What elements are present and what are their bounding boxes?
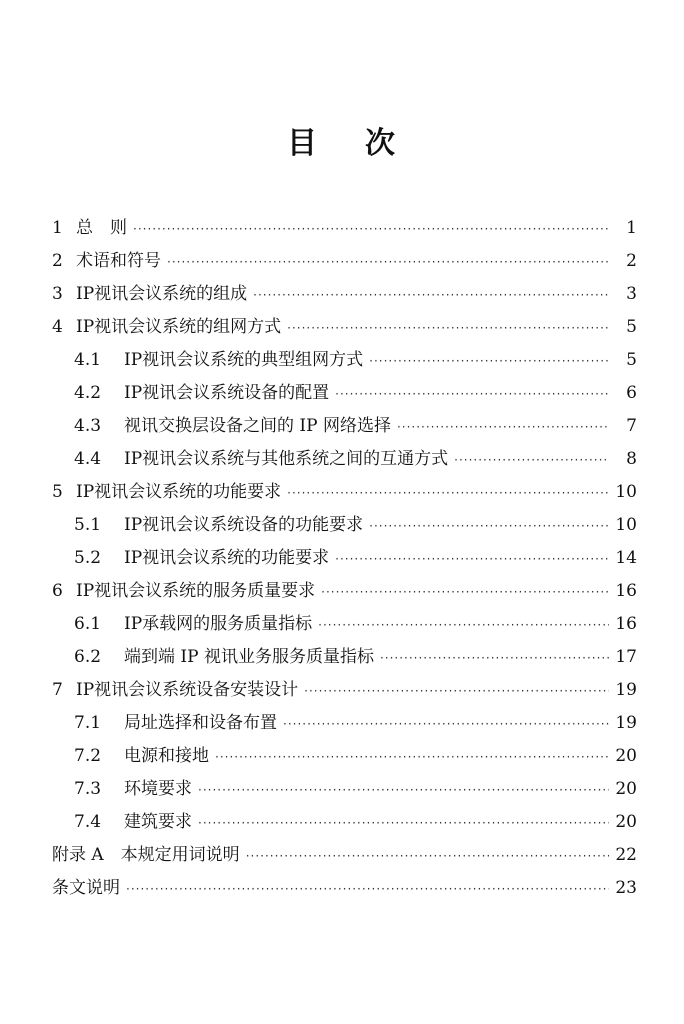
toc-entry-number: 3 [52, 284, 63, 304]
toc-entry-title: 附录 A 本规定用词说明 [52, 845, 240, 865]
toc-entry[interactable] [52, 876, 637, 900]
toc-entry-number: 6 [52, 581, 63, 601]
toc-entry[interactable] [52, 315, 637, 339]
toc-entry-page: 10 [615, 515, 637, 535]
toc-entry[interactable] [74, 744, 637, 768]
toc-entry-number: 7.4 [74, 812, 102, 832]
toc-entry[interactable] [74, 513, 637, 537]
toc-entry-number: 5.2 [74, 548, 102, 568]
toc-entry-page: 3 [626, 284, 637, 304]
toc-entry-number: 6.1 [74, 614, 102, 634]
toc-leader-dots [167, 250, 609, 274]
toc-entry-number: 5 [52, 482, 63, 502]
toc-entry-title: 总 则 [76, 218, 127, 238]
title-char-1: 目 [287, 126, 319, 161]
page-title [0, 118, 684, 162]
toc-entry-page: 20 [615, 812, 637, 832]
toc-entry-number: 4.1 [74, 350, 102, 370]
toc-entry[interactable] [52, 216, 637, 240]
toc-entry-title: IP视讯会议系统与其他系统之间的互通方式 [124, 449, 449, 469]
toc-leader-dots [283, 712, 609, 736]
title-char-2: 次 [365, 126, 397, 161]
toc-entry-page: 10 [615, 482, 637, 502]
toc-entry[interactable] [74, 810, 637, 834]
toc-entry-number: 5.1 [74, 515, 102, 535]
toc-entry-number: 4 [52, 317, 63, 337]
toc-entry-title: 电源和接地 [124, 746, 209, 766]
toc-leader-dots [198, 811, 609, 835]
toc-entry[interactable] [74, 612, 637, 636]
toc-leader-dots [246, 844, 609, 868]
toc-entry-title: IP视讯会议系统的组成 [76, 284, 248, 304]
toc-leader-dots [454, 448, 609, 472]
toc-entry-page: 17 [615, 647, 637, 667]
toc-entry[interactable] [52, 249, 637, 273]
toc-leader-dots [126, 877, 609, 901]
toc-entry-page: 5 [626, 317, 637, 337]
toc-leader-dots [335, 547, 609, 571]
toc-entry-page: 19 [615, 680, 637, 700]
toc-leader-dots [335, 382, 609, 406]
toc-entry-page: 16 [615, 581, 637, 601]
toc-entry-page: 8 [626, 449, 637, 469]
toc-leader-dots [198, 778, 609, 802]
toc-entry-page: 1 [626, 218, 637, 238]
toc-entry[interactable] [74, 546, 637, 570]
toc-entry-number: 7.1 [74, 713, 102, 733]
toc-entry-title: IP视讯会议系统设备安装设计 [76, 680, 299, 700]
toc-leader-dots [215, 745, 609, 769]
toc-entry-page: 6 [626, 383, 637, 403]
toc-leader-dots [304, 679, 609, 703]
toc-entry-page: 23 [615, 878, 637, 898]
toc-entry-page: 5 [626, 350, 637, 370]
toc-entry-title: 术语和符号 [76, 251, 161, 271]
toc-leader-dots [253, 283, 609, 307]
toc-entry-number: 2 [52, 251, 63, 271]
toc-entry[interactable] [74, 348, 637, 372]
toc-entry-title: IP承载网的服务质量指标 [124, 614, 313, 634]
toc-leader-dots [380, 646, 609, 670]
toc-entry-title: 端到端 IP 视讯业务服务质量指标 [124, 647, 374, 667]
toc-entry-page: 22 [615, 845, 637, 865]
toc-entry-number: 7.3 [74, 779, 102, 799]
toc-entry-number: 6.2 [74, 647, 102, 667]
toc-entry[interactable] [74, 645, 637, 669]
toc-leader-dots [321, 580, 609, 604]
toc-entry[interactable] [74, 414, 637, 438]
toc-entry[interactable] [74, 711, 637, 735]
toc-leader-dots [369, 349, 609, 373]
toc-entry-page: 2 [626, 251, 637, 271]
toc-leader-dots [369, 514, 609, 538]
toc-entry-title: IP视讯会议系统设备的配置 [124, 383, 330, 403]
toc-entry-page: 7 [626, 416, 637, 436]
toc-leader-dots [397, 415, 609, 439]
toc-entry[interactable] [52, 843, 637, 867]
toc-entry-title: 环境要求 [124, 779, 192, 799]
toc-entry-title: 建筑要求 [124, 812, 192, 832]
toc-entry-page: 19 [615, 713, 637, 733]
toc-entry[interactable] [74, 777, 637, 801]
toc-leader-dots [287, 316, 609, 340]
toc-entry-page: 14 [615, 548, 637, 568]
toc-entry-page: 20 [615, 746, 637, 766]
toc-leader-dots [287, 481, 609, 505]
toc-entry-number: 4.3 [74, 416, 102, 436]
toc-entry-title: 局址选择和设备布置 [124, 713, 277, 733]
toc-entry-number: 4.2 [74, 383, 102, 403]
toc-entry-title: 条文说明 [52, 878, 120, 898]
toc-entry[interactable] [52, 579, 637, 603]
toc-entry[interactable] [74, 381, 637, 405]
toc-entry-title: IP视讯会议系统的组网方式 [76, 317, 282, 337]
toc-entry-page: 16 [615, 614, 637, 634]
toc-entry[interactable] [52, 678, 637, 702]
toc-entry-page: 20 [615, 779, 637, 799]
toc-entry-title: IP视讯会议系统设备的功能要求 [124, 515, 364, 535]
toc-leader-dots [133, 217, 609, 241]
toc-entry[interactable] [74, 447, 637, 471]
toc-entry-number: 7.2 [74, 746, 102, 766]
toc-entry-number: 4.4 [74, 449, 102, 469]
toc-entry[interactable] [52, 282, 637, 306]
toc-entry-number: 1 [52, 218, 63, 238]
toc-entry-title: IP视讯会议系统的功能要求 [124, 548, 330, 568]
toc-leader-dots [318, 613, 609, 637]
toc-entry-title: IP视讯会议系统的服务质量要求 [76, 581, 316, 601]
toc-entry-number: 7 [52, 680, 63, 700]
toc-entry[interactable] [52, 480, 637, 504]
toc-entry-title: IP视讯会议系统的典型组网方式 [124, 350, 364, 370]
toc-entry-title: 视讯交换层设备之间的 IP 网络选择 [124, 416, 391, 436]
toc-entry-title: IP视讯会议系统的功能要求 [76, 482, 282, 502]
